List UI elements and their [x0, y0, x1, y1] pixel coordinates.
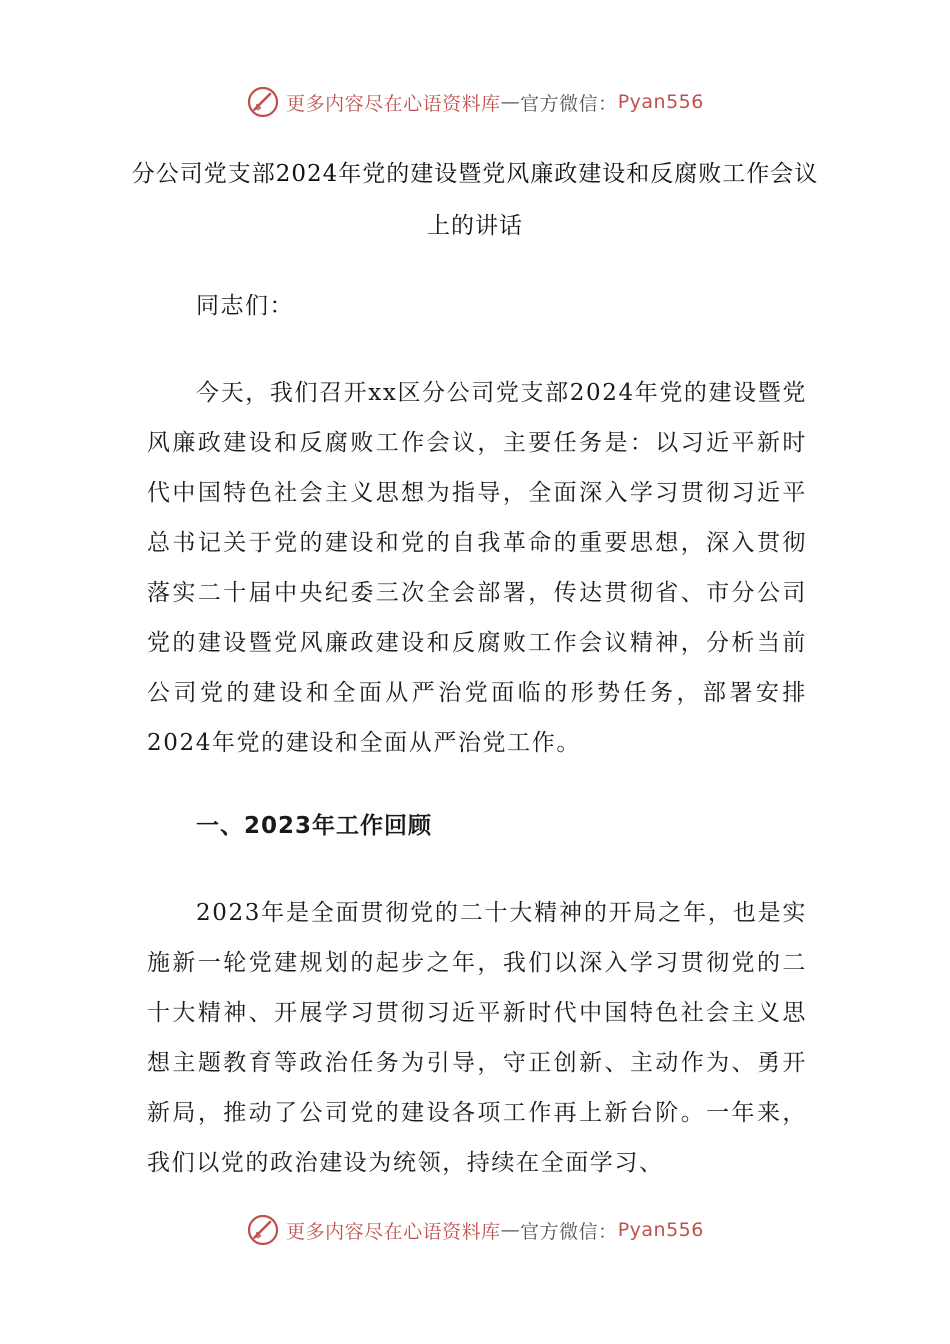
watermark-wechat-id: Pyan556	[617, 91, 704, 113]
watermark-main-text: 更多内容尽在心语资料库	[286, 1220, 501, 1243]
salutation: 同志们：	[196, 293, 294, 319]
section-heading: 一、2023年工作回顾	[196, 813, 433, 839]
watermark-main-text: 更多内容尽在心语资料库	[286, 92, 501, 115]
body-paragraph-intro: 今天，我们召开xx区分公司党支部2024年党的建设暨党风廉政建设和反腐败工作会议，主要任务是：以习近平新时代中国特色社会主义思想为指导，全面深入学习贯彻习近平总书记关于党的建设和党的自我革命的重要思想，深入贯彻落实二十届中央纪委三次全会部署，传达贯彻省、市分公司党的建设暨党风廉政建设和反腐败工作会议精神，分析当前公司党的建设和全面从严治党面临的形势任务，部署安排2024年党的建设和全面从严治党工作。	[147, 380, 807, 756]
watermark-wechat-label: 官方微信：	[520, 92, 618, 115]
watermark-wechat-id: Pyan556	[617, 1219, 704, 1241]
watermark-separator: —	[500, 91, 521, 113]
body-paragraph-review: 2023年是全面贯彻党的二十大精神的开局之年，也是实施新一轮党建规划的起步之年，我们以深入学习贯彻党的二十大精神、开展学习贯彻习近平新时代中国特色社会主义思想主题教育等政治任务为引导，守正创新、主动作为、勇开新局，推动了公司党的建设各项工作再上新台阶。一年来，我们以党的政治建设为统领，持续在全面学习、	[147, 900, 807, 1176]
footer-watermark	[0, 1210, 950, 1250]
document-title: 分公司党支部2024年党的建设暨党风廉政建设和反腐败工作会议上的讲话	[131, 161, 819, 239]
header-watermark	[0, 82, 950, 122]
watermark-wechat-label: 官方微信：	[520, 1220, 618, 1243]
pen-logo-icon	[246, 1213, 280, 1247]
pen-logo-icon	[246, 85, 280, 119]
watermark-separator: —	[500, 1219, 521, 1241]
